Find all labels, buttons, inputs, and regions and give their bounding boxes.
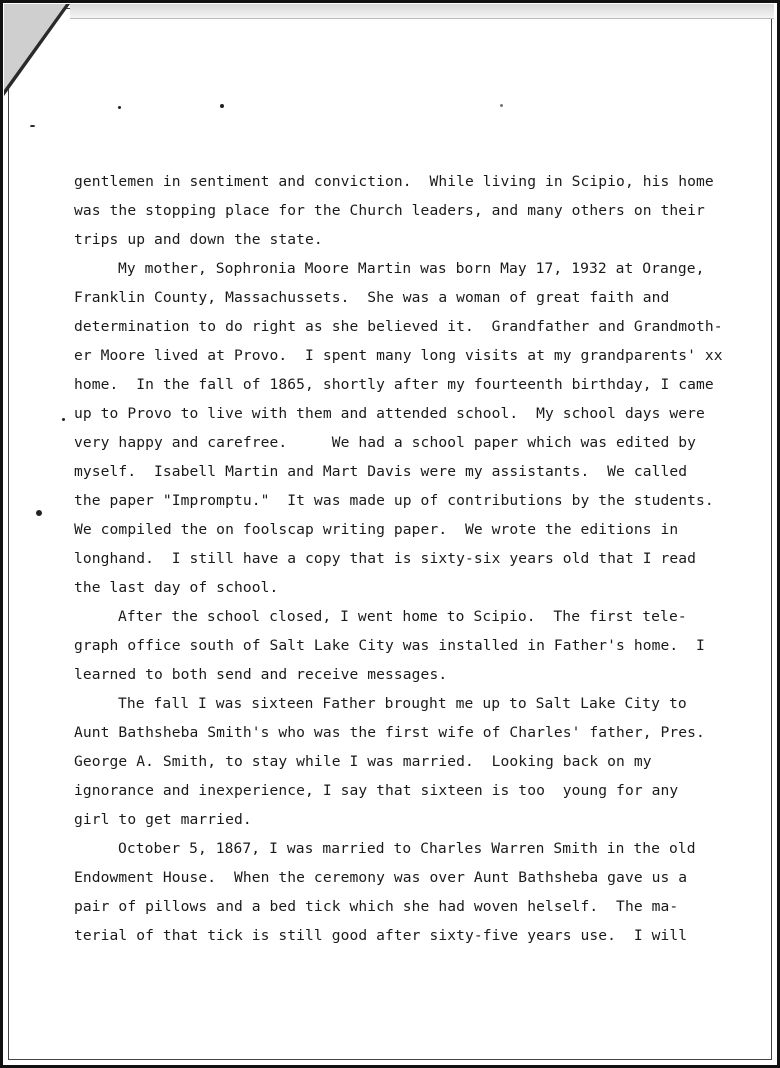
text-line: Endowment House. When the ceremony was over Aunt Bathsheba gave us a bbox=[74, 869, 688, 886]
text-line: the paper "Impromptu." It was made up of contributions by the students. bbox=[74, 492, 714, 509]
text-line: My mother, Sophronia Moore Martin was born May 17, 1932 at Orange, bbox=[118, 260, 705, 277]
text-line: up to Provo to live with them and attended school. My school days were bbox=[74, 405, 705, 422]
text-line: graph office south of Salt Lake City was installed in Father's home. I bbox=[74, 637, 705, 654]
text-line: pair of pillows and a bed tick which she had woven helself. The ma- bbox=[74, 898, 679, 915]
text-line: George A. Smith, to stay while I was married. Looking back on my bbox=[74, 753, 652, 770]
text-line: The fall I was sixteen Father brought me up to Salt Lake City to bbox=[118, 695, 687, 712]
text-line: Aunt Bathsheba Smith's who was the first wife of Charles' father, Pres. bbox=[74, 724, 705, 741]
text-line: trips up and down the state. bbox=[74, 231, 323, 248]
ink-speck bbox=[220, 104, 224, 108]
text-line: gentlemen in sentiment and conviction. While living in Scipio, his home bbox=[74, 173, 714, 190]
ink-speck bbox=[62, 418, 65, 421]
text-line: ignorance and inexperience, I say that sixteen is too young for any bbox=[74, 782, 679, 799]
text-line: learned to both send and receive messages. bbox=[74, 666, 448, 683]
text-line: We compiled the on foolscap writing paper. We wrote the editions in bbox=[74, 521, 679, 538]
document-body bbox=[74, 167, 724, 950]
text-line: After the school closed, I went home to Scipio. The first tele- bbox=[118, 608, 687, 625]
text-line: terial of that tick is still good after sixty-five years use. I will bbox=[74, 927, 688, 944]
text-line: October 5, 1867, I was married to Charles Warren Smith in the old bbox=[118, 840, 696, 857]
text-line: myself. Isabell Martin and Mart Davis were my assistants. We called bbox=[74, 463, 688, 480]
ink-speck bbox=[36, 510, 42, 516]
text-line: was the stopping place for the Church leaders, and many others on their bbox=[74, 202, 705, 219]
text-line: home. In the fall of 1865, shortly after my fourteenth birthday, I came bbox=[74, 376, 714, 393]
text-line: determination to do right as she believed it. Grandfather and Grandmoth- bbox=[74, 318, 723, 335]
ink-speck bbox=[118, 106, 121, 109]
ink-speck bbox=[30, 125, 35, 127]
text-line: the last day of school. bbox=[74, 579, 279, 596]
text-line: longhand. I still have a copy that is sixty-six years old that I read bbox=[74, 550, 697, 567]
text-line: very happy and carefree. We had a school paper which was edited by bbox=[74, 434, 697, 451]
text-line: er Moore lived at Provo. I spent many long visits at my grandparents' xx bbox=[74, 347, 723, 364]
text-line: Franklin County, Massachussets. She was a woman of great faith and bbox=[74, 289, 670, 306]
text-line: girl to get married. bbox=[74, 811, 252, 828]
ink-speck bbox=[500, 104, 503, 107]
